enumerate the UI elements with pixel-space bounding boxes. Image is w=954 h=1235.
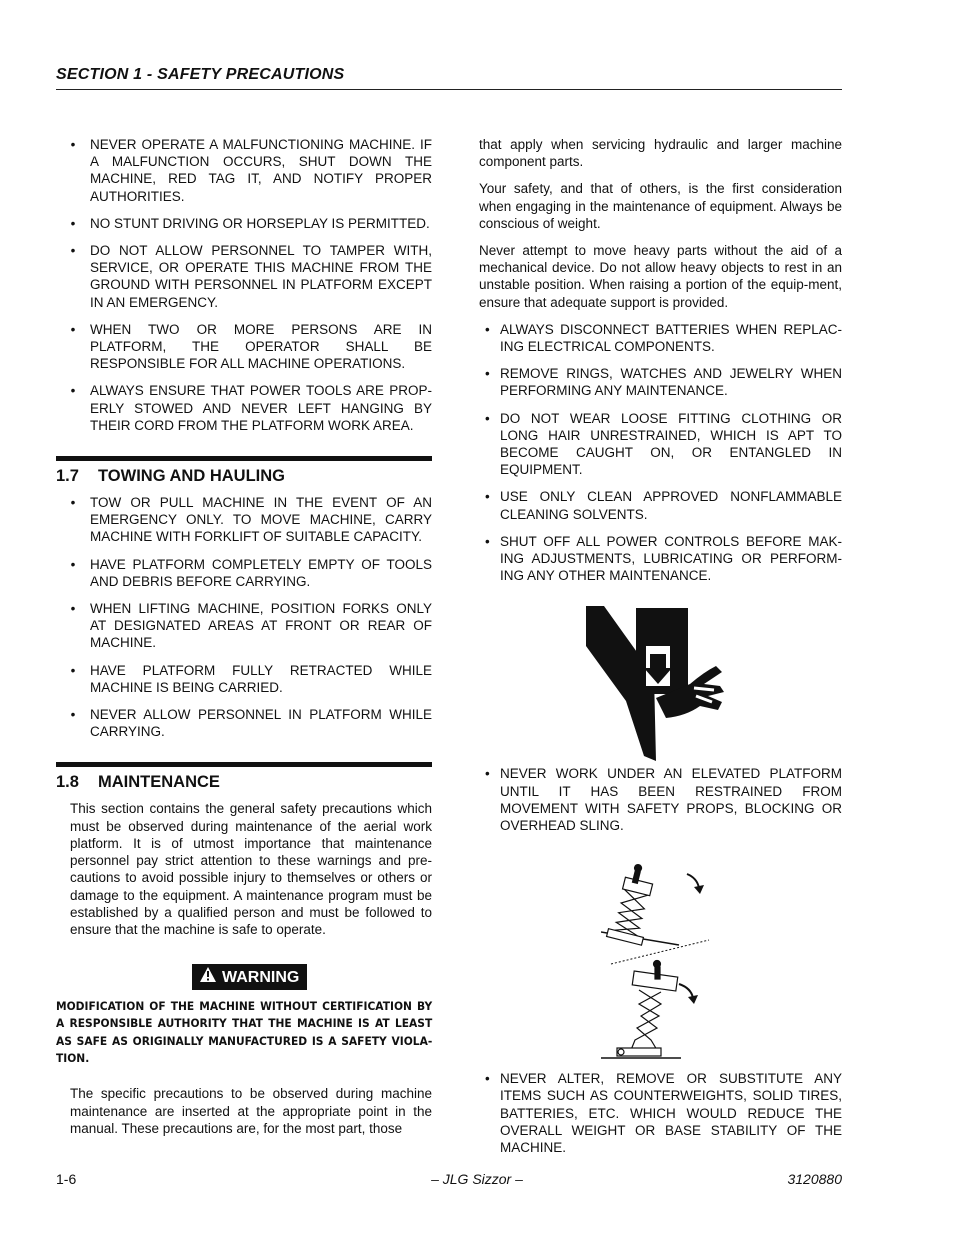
page-number: 1-6 — [56, 1171, 77, 1187]
section-heading-maintenance: 1.8 MAINTENANCE — [56, 762, 432, 792]
paragraph: Never attempt to move heavy parts without the aid of a mechanical device. Do not allow heavy objects to rest in an unstable position. When raising a portion of the equip-ment, ensure that adequate support is provided. — [479, 243, 842, 310]
footer-title: – JLG Sizzor – — [431, 1171, 523, 1187]
maintenance-paragraph: This section contains the general safety precautions which must be observed during maintenance of the aerial work platform. It is of utmost importance that maintenance personnel pay strict attention to these warnings and pre-cautions to avoid possible injury to themselves or others or damage to the equipment. A maintenance program must be established by a qualified person and must be followed to ensure that the machine is safe to operate. — [70, 801, 432, 937]
list-item: • NEVER ALLOW PERSONNEL IN PLATFORM WHILE CARRYING. — [70, 707, 432, 740]
list-item: • NEVER OPERATE A MALFUNCTIONING MACHINE. IF A MALFUNCTION OCCURS, SHUT DOWN THE MACHINE, RED TAG IT, AND NOTIFY PROPER AUTHORITIES. — [70, 137, 432, 204]
warning-label: WARNING — [192, 964, 307, 990]
list-item: • NEVER ALTER, REMOVE OR SUBSTITUTE ANY ITEMS SUCH AS COUNTERWEIGHTS, SOLID TIRES, BATTERIES, ETC. WHICH WOULD REDUCE THE OVERALL WEIGHT OR BASE STABILITY OF THE MACHINE. — [485, 1071, 842, 1156]
paragraph: Your safety, and that of others, is the first consideration when engaging in the maintenance of equipment. Always be conscious of weight. — [479, 181, 842, 231]
list-item: • WHEN LIFTING MACHINE, POSITION FORKS ONLY AT DESIGNATED AREAS AT FRONT OR REAR OF MACHINE. — [70, 601, 432, 651]
document-number: 3120880 — [787, 1171, 842, 1187]
section-heading-towing: 1.7 TOWING AND HAULING — [56, 456, 432, 486]
list-item: • SHUT OFF ALL POWER CONTROLS BEFORE MAK-ING ADJUSTMENTS, LUBRICATING OR PERFORM-ING ANY OTHER MAINTENANCE. — [485, 533, 842, 584]
list-item: • DO NOT WEAR LOOSE FITTING CLOTHING OR LONG HAIR UNRESTRAINED, WHICH IS APT TO BECOME CAUGHT ON, OR ENTANGLED IN EQUIPMENT. — [485, 410, 842, 478]
right-column — [479, 136, 842, 1166]
left-column — [56, 136, 432, 1147]
list-item: • NO STUNT DRIVING OR HORSEPLAY IS PERMITTED. — [70, 215, 430, 231]
specific-precautions-paragraph: The specific precautions to be observed during machine maintenance are inserted at the appropriate point in the manual. These precautions are, for the most part, those — [70, 1086, 432, 1136]
warning-triangle-icon — [200, 967, 216, 987]
paragraph: that apply when servicing hydraulic and larger machine component parts. — [479, 137, 842, 170]
list-item: • USE ONLY CLEAN APPROVED NONFLAMMABLE CLEANING SOLVENTS. — [485, 489, 842, 522]
list-item: • DO NOT ALLOW PERSONNEL TO TAMPER WITH, SERVICE, OR OPERATE THIS MACHINE FROM THE GROUND WITH PERSONNEL IN PLATFORM EXCEPT IN AN EMERGENCY. — [70, 243, 432, 310]
header-rule — [56, 89, 842, 90]
list-item: • NEVER WORK UNDER AN ELEVATED PLATFORM UNTIL IT HAS BEEN RESTRAINED FROM MOVEMENT WITH SAFETY PROPS, BLOCKING OR OVERHEAD SLING. — [485, 766, 842, 834]
list-item: • TOW OR PULL MACHINE IN THE EVENT OF AN EMERGENCY ONLY. TO MOVE MACHINE, CARRY MACHINE WITH FORKLIFT OF SUITABLE CAPACITY. — [70, 495, 432, 545]
section-header: SECTION 1 - SAFETY PRECAUTIONS — [56, 66, 345, 83]
warning-text: MODIFICATION OF THE MACHINE WITHOUT CERTIFICATION BY A RESPONSIBLE AUTHORITY THAT THE MACHINE IS AT LEAST AS SAFE AS ORIGINALLY MANUFACTURED IS A SAFETY VIOLA-TION. — [56, 999, 433, 1065]
list-item: • ALWAYS ENSURE THAT POWER TOOLS ARE PROP-ERLY STOWED AND NEVER LEFT HANGING BY THEIR CORD FROM THE PLATFORM WORK AREA. — [70, 383, 432, 433]
crush-hazard-icon — [586, 606, 736, 761]
tip-over-hazard-icon — [601, 852, 721, 1062]
list-item: • ALWAYS DISCONNECT BATTERIES WHEN REPLAC-ING ELECTRICAL COMPONENTS. — [485, 321, 842, 355]
list-item: • WHEN TWO OR MORE PERSONS ARE IN PLATFORM, THE OPERATOR SHALL BE RESPONSIBLE FOR ALL MACHINE OPERATIONS. — [70, 321, 432, 372]
list-item: • HAVE PLATFORM COMPLETELY EMPTY OF TOOLS AND DEBRIS BEFORE CARRYING. — [70, 556, 432, 589]
list-item: • HAVE PLATFORM FULLY RETRACTED WHILE MACHINE IS BEING CARRIED. — [70, 662, 432, 695]
list-item: • REMOVE RINGS, WATCHES AND JEWELRY WHEN PERFORMING ANY MAINTENANCE. — [485, 366, 842, 399]
